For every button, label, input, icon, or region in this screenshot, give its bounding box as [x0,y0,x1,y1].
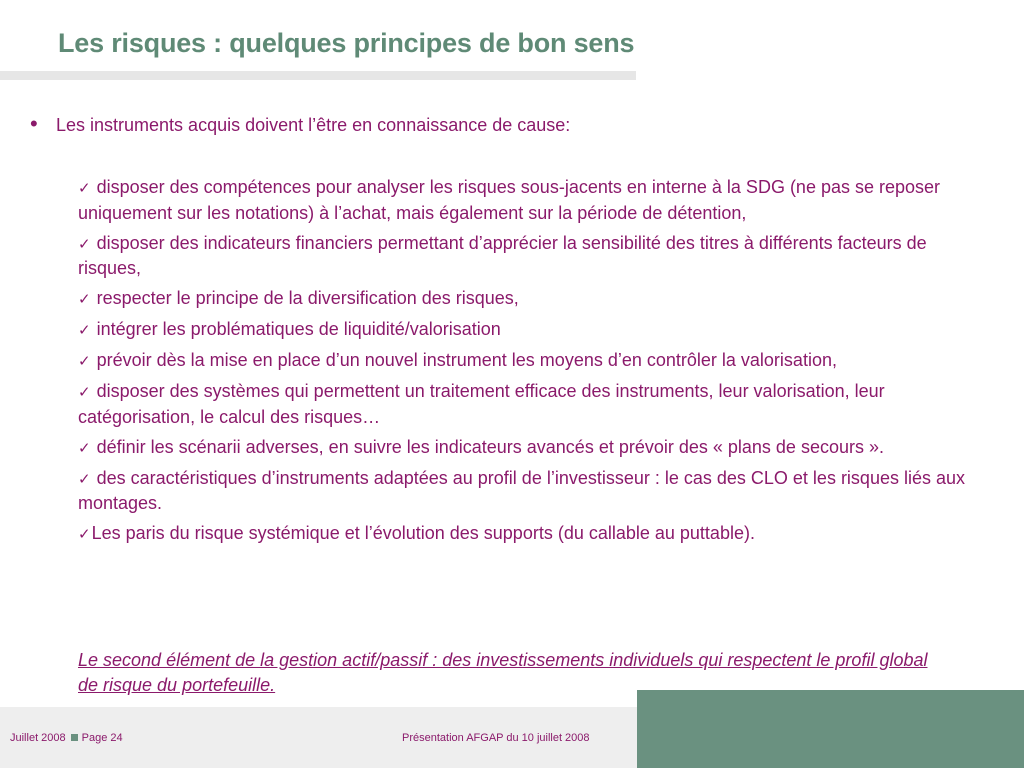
checkmark-icon: ✓ [78,290,91,308]
footer-date-page [10,732,123,744]
check-item-text: disposer des systèmes qui permettent un traitement efficace des instruments, leur valorisation, leur catégorisation, le calcul des risques… [78,381,885,427]
check-item [78,466,968,516]
check-item-text: disposer des indicateurs financiers permettant d’apprécier la sensibilité des titres à différents facteurs de risques, [78,232,927,278]
checkmark-icon: ✓ [78,321,91,339]
square-bullet-icon [71,734,78,741]
footer-accent-block [637,690,1024,768]
check-item [78,348,968,374]
checkmark-icon: ✓ [78,234,91,253]
check-item [78,521,968,547]
check-item [78,231,968,281]
check-item-text: définir les scénarii adverses, en suivre les indicateurs avancés et prévoir des « plans de secours ». [91,436,884,457]
footer-presentation-title: Présentation AFGAP du 10 juillet 2008 [402,732,590,744]
check-item [78,317,968,343]
check-item-text: Les paris du risque systémique et l’évolution des supports (du callable au puttable). [91,523,755,543]
check-item-text: respecter le principe de la diversification des risques, [91,288,519,308]
checkmark-icon: ✓ [78,179,91,197]
checkmark-icon: ✓ [78,469,91,488]
check-item-text: prévoir dès la mise en place d’un nouvel instrument les moyens d’en contrôler la valorisation, [91,350,837,370]
check-item-text: intégrer les problématiques de liquidité/valorisation [91,319,501,339]
check-item [78,435,968,461]
checklist [78,175,968,552]
checkmark-icon: ✓ [78,383,91,401]
main-bullet-text: Les instruments acquis doivent l’être en connaissance de cause: [56,115,571,135]
conclusion-text: Le second élément de la gestion actif/passif : des investissements individuels qui respectent le profil global de risque du portefeuille. [78,650,928,695]
bullet-dot-icon: • [30,111,38,136]
footer-page-number: Page 24 [81,732,123,744]
check-item [78,286,968,312]
slide-title: Les risques : quelques principes de bon sens [58,28,635,58]
check-item [78,379,968,429]
title-underline-bar [0,71,636,80]
check-item [78,175,968,225]
checkmark-icon: ✓ [78,438,91,457]
footer-date: Juillet 2008 [10,732,66,744]
check-item-text: des caractéristiques d’instruments adaptées au profil de l’investisseur : le cas des CLO et les risques liés aux montages. [78,467,965,513]
checkmark-icon: ✓ [78,352,91,370]
check-item-text: disposer des compétences pour analyser les risques sous-jacents en interne à la SDG (ne pas se reposer uniquement sur les notations) à l’achat, mais également sur la période de détention, [78,177,941,223]
checkmark-icon: ✓ [78,525,91,543]
